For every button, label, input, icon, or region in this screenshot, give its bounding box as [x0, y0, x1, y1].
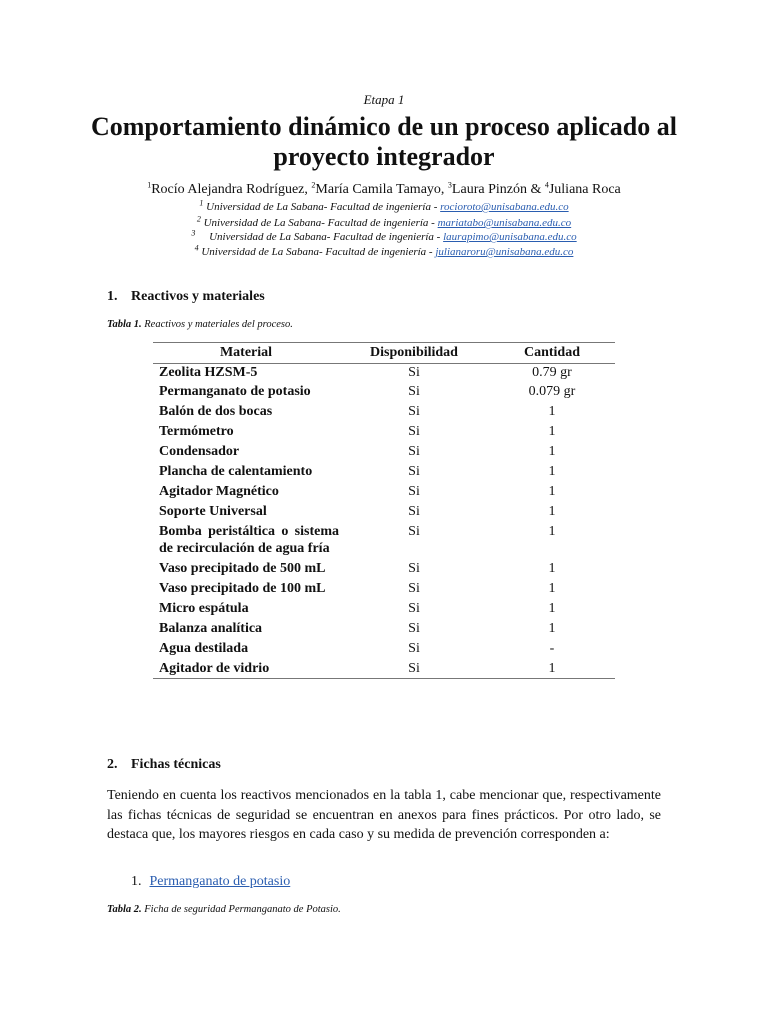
caption-label: Tabla 1. — [107, 319, 142, 330]
table-row — [153, 638, 615, 658]
column-header-material: Material — [153, 343, 339, 364]
quantity-cell: 1 — [548, 620, 556, 636]
affiliation-line-1 — [0, 198, 768, 213]
section-title: Fichas técnicas — [131, 757, 221, 772]
affiliation-superscript: 4 — [194, 243, 199, 253]
availability-cell: Si — [408, 423, 420, 439]
author-superscript: 2 — [311, 180, 316, 190]
table-2-caption — [107, 904, 341, 915]
table-row — [153, 421, 615, 441]
material-cell: Zeolita HZSM-5 — [159, 365, 258, 380]
stage-label: Etapa 1 — [363, 92, 405, 107]
affiliation-text: Universidad de La Sabana- Facultad de ingeniería - — [203, 217, 438, 229]
quantity-cell: 1 — [548, 403, 556, 419]
author-name: Laura Pinzón & — [451, 182, 545, 197]
availability-cell: Si — [408, 523, 420, 539]
affiliation-line-2 — [0, 214, 768, 229]
material-cell: Micro espátula — [159, 600, 249, 616]
affiliation-superscript: 1 — [199, 198, 204, 208]
material-cell: Vaso precipitado de 500 mL — [159, 560, 326, 576]
caption-text: Ficha de seguridad Permanganato de Potasio. — [141, 904, 341, 915]
section-number: 1. — [107, 289, 118, 304]
availability-cell: Si — [408, 560, 420, 576]
table-row — [153, 598, 615, 618]
affiliation-superscript: 2 — [196, 214, 201, 224]
material-cell: Termómetro — [159, 423, 234, 439]
quantity-cell: 0.079 gr — [528, 383, 576, 399]
table-row — [153, 461, 615, 481]
section-heading-2 — [107, 757, 221, 773]
quantity-cell: 0.79 gr — [532, 365, 572, 380]
table-row — [153, 578, 615, 598]
table-row — [153, 501, 615, 521]
author-email-link[interactable]: rocioroto@unisabana.edu.co — [440, 201, 569, 213]
availability-cell: Si — [408, 463, 420, 479]
caption-text: Reactivos y materiales del proceso. — [141, 319, 293, 330]
quantity-cell: 1 — [548, 523, 556, 539]
body-paragraph: Teniendo en cuenta los reactivos mencionados en la tabla 1, cabe mencionar que, respectivamente las fichas técnicas de seguridad se encuentran en anexos para fines prácticos. Por otro lado, se destaca que, los mayores riesgos en cada caso y su medida de prevención corresponden a: — [107, 788, 661, 842]
availability-cell: Si — [408, 365, 420, 380]
author-name: Rocío Alejandra Rodríguez, — [151, 182, 312, 197]
authors-line — [0, 182, 768, 198]
quantity-cell: 1 — [548, 503, 556, 519]
quantity-cell: 1 — [548, 600, 556, 616]
table-row — [153, 441, 615, 461]
section-title: Reactivos y materiales — [131, 289, 265, 304]
table-row — [153, 558, 615, 578]
author-name: Juliana Roca — [548, 182, 621, 197]
material-cell: Agitador Magnético — [159, 483, 279, 499]
quantity-cell: 1 — [548, 423, 556, 439]
author-email-link[interactable]: julianaroru@unisabana.edu.co — [435, 246, 574, 258]
document-title: Comportamiento dinámico de un proceso aplicado al proyecto integrador — [91, 112, 677, 171]
availability-cell: Si — [408, 580, 420, 596]
author-email-link[interactable]: laurapimo@unisabana.edu.co — [443, 231, 577, 243]
material-cell: Balón de dos bocas — [159, 403, 273, 419]
quantity-cell: 1 — [548, 483, 556, 499]
affiliation-line-4 — [0, 243, 768, 258]
author-superscript: 4 — [544, 180, 549, 190]
table-row — [153, 658, 615, 679]
quantity-cell: 1 — [548, 463, 556, 479]
table-row — [153, 401, 615, 421]
material-cell: Permanganato de potasio — [159, 383, 311, 399]
author-superscript: 1 — [147, 180, 152, 190]
table-row — [153, 381, 615, 401]
quantity-cell: 1 — [548, 560, 556, 576]
affiliation-text: Universidad de La Sabana- Facultad de ingeniería - — [206, 201, 441, 213]
material-cell: Plancha de calentamiento — [159, 463, 313, 479]
material-cell: Bomba peristáltica o sistema de recirculación de agua fría — [159, 523, 339, 556]
material-cell: Balanza analítica — [159, 620, 263, 636]
caption-label: Tabla 2. — [107, 904, 142, 915]
material-cell: Agua destilada — [159, 640, 249, 656]
availability-cell: Si — [408, 483, 420, 499]
availability-cell: Si — [408, 443, 420, 459]
column-header-quantity: Cantidad — [489, 343, 615, 364]
column-header-availability: Disponibilidad — [339, 343, 489, 364]
quantity-cell: 1 — [548, 580, 556, 596]
availability-cell: Si — [408, 600, 420, 616]
quantity-cell: 1 — [489, 658, 615, 679]
availability-cell: Si — [339, 658, 489, 679]
table-row — [153, 364, 615, 382]
material-cell: Agitador de vidrio — [153, 658, 339, 679]
affiliation-line-3 — [0, 228, 768, 243]
table-row — [153, 481, 615, 501]
section-heading-1 — [107, 289, 265, 305]
author-email-link[interactable]: mariatabo@unisabana.edu.co — [437, 217, 572, 229]
affiliation-text: Universidad de La Sabana- Facultad de ingeniería - — [201, 246, 436, 258]
table-row — [153, 618, 615, 638]
availability-cell: Si — [408, 403, 420, 419]
material-cell: Condensador — [159, 443, 240, 459]
quantity-cell: - — [549, 640, 555, 656]
affiliation-text: Universidad de La Sabana- Facultad de ingeniería - — [209, 231, 444, 243]
numbered-list-item — [131, 874, 290, 890]
author-superscript: 3 — [447, 180, 452, 190]
availability-cell: Si — [408, 640, 420, 656]
material-cell: Vaso precipitado de 100 mL — [159, 580, 326, 596]
author-name: María Camila Tamayo, — [315, 182, 448, 197]
table-row — [153, 521, 615, 558]
availability-cell: Si — [408, 503, 420, 519]
availability-cell: Si — [408, 383, 420, 399]
table-header-row — [153, 343, 615, 364]
quantity-cell: 1 — [548, 443, 556, 459]
materials-table — [153, 342, 615, 679]
table-1-caption — [107, 319, 293, 330]
availability-cell: Si — [408, 620, 420, 636]
permanganato-link[interactable]: Permanganato de potasio — [149, 874, 291, 889]
section-number: 2. — [107, 757, 118, 772]
material-cell: Soporte Universal — [159, 503, 267, 519]
list-number: 1. — [131, 874, 142, 889]
affiliation-superscript: 3 — [191, 228, 196, 238]
